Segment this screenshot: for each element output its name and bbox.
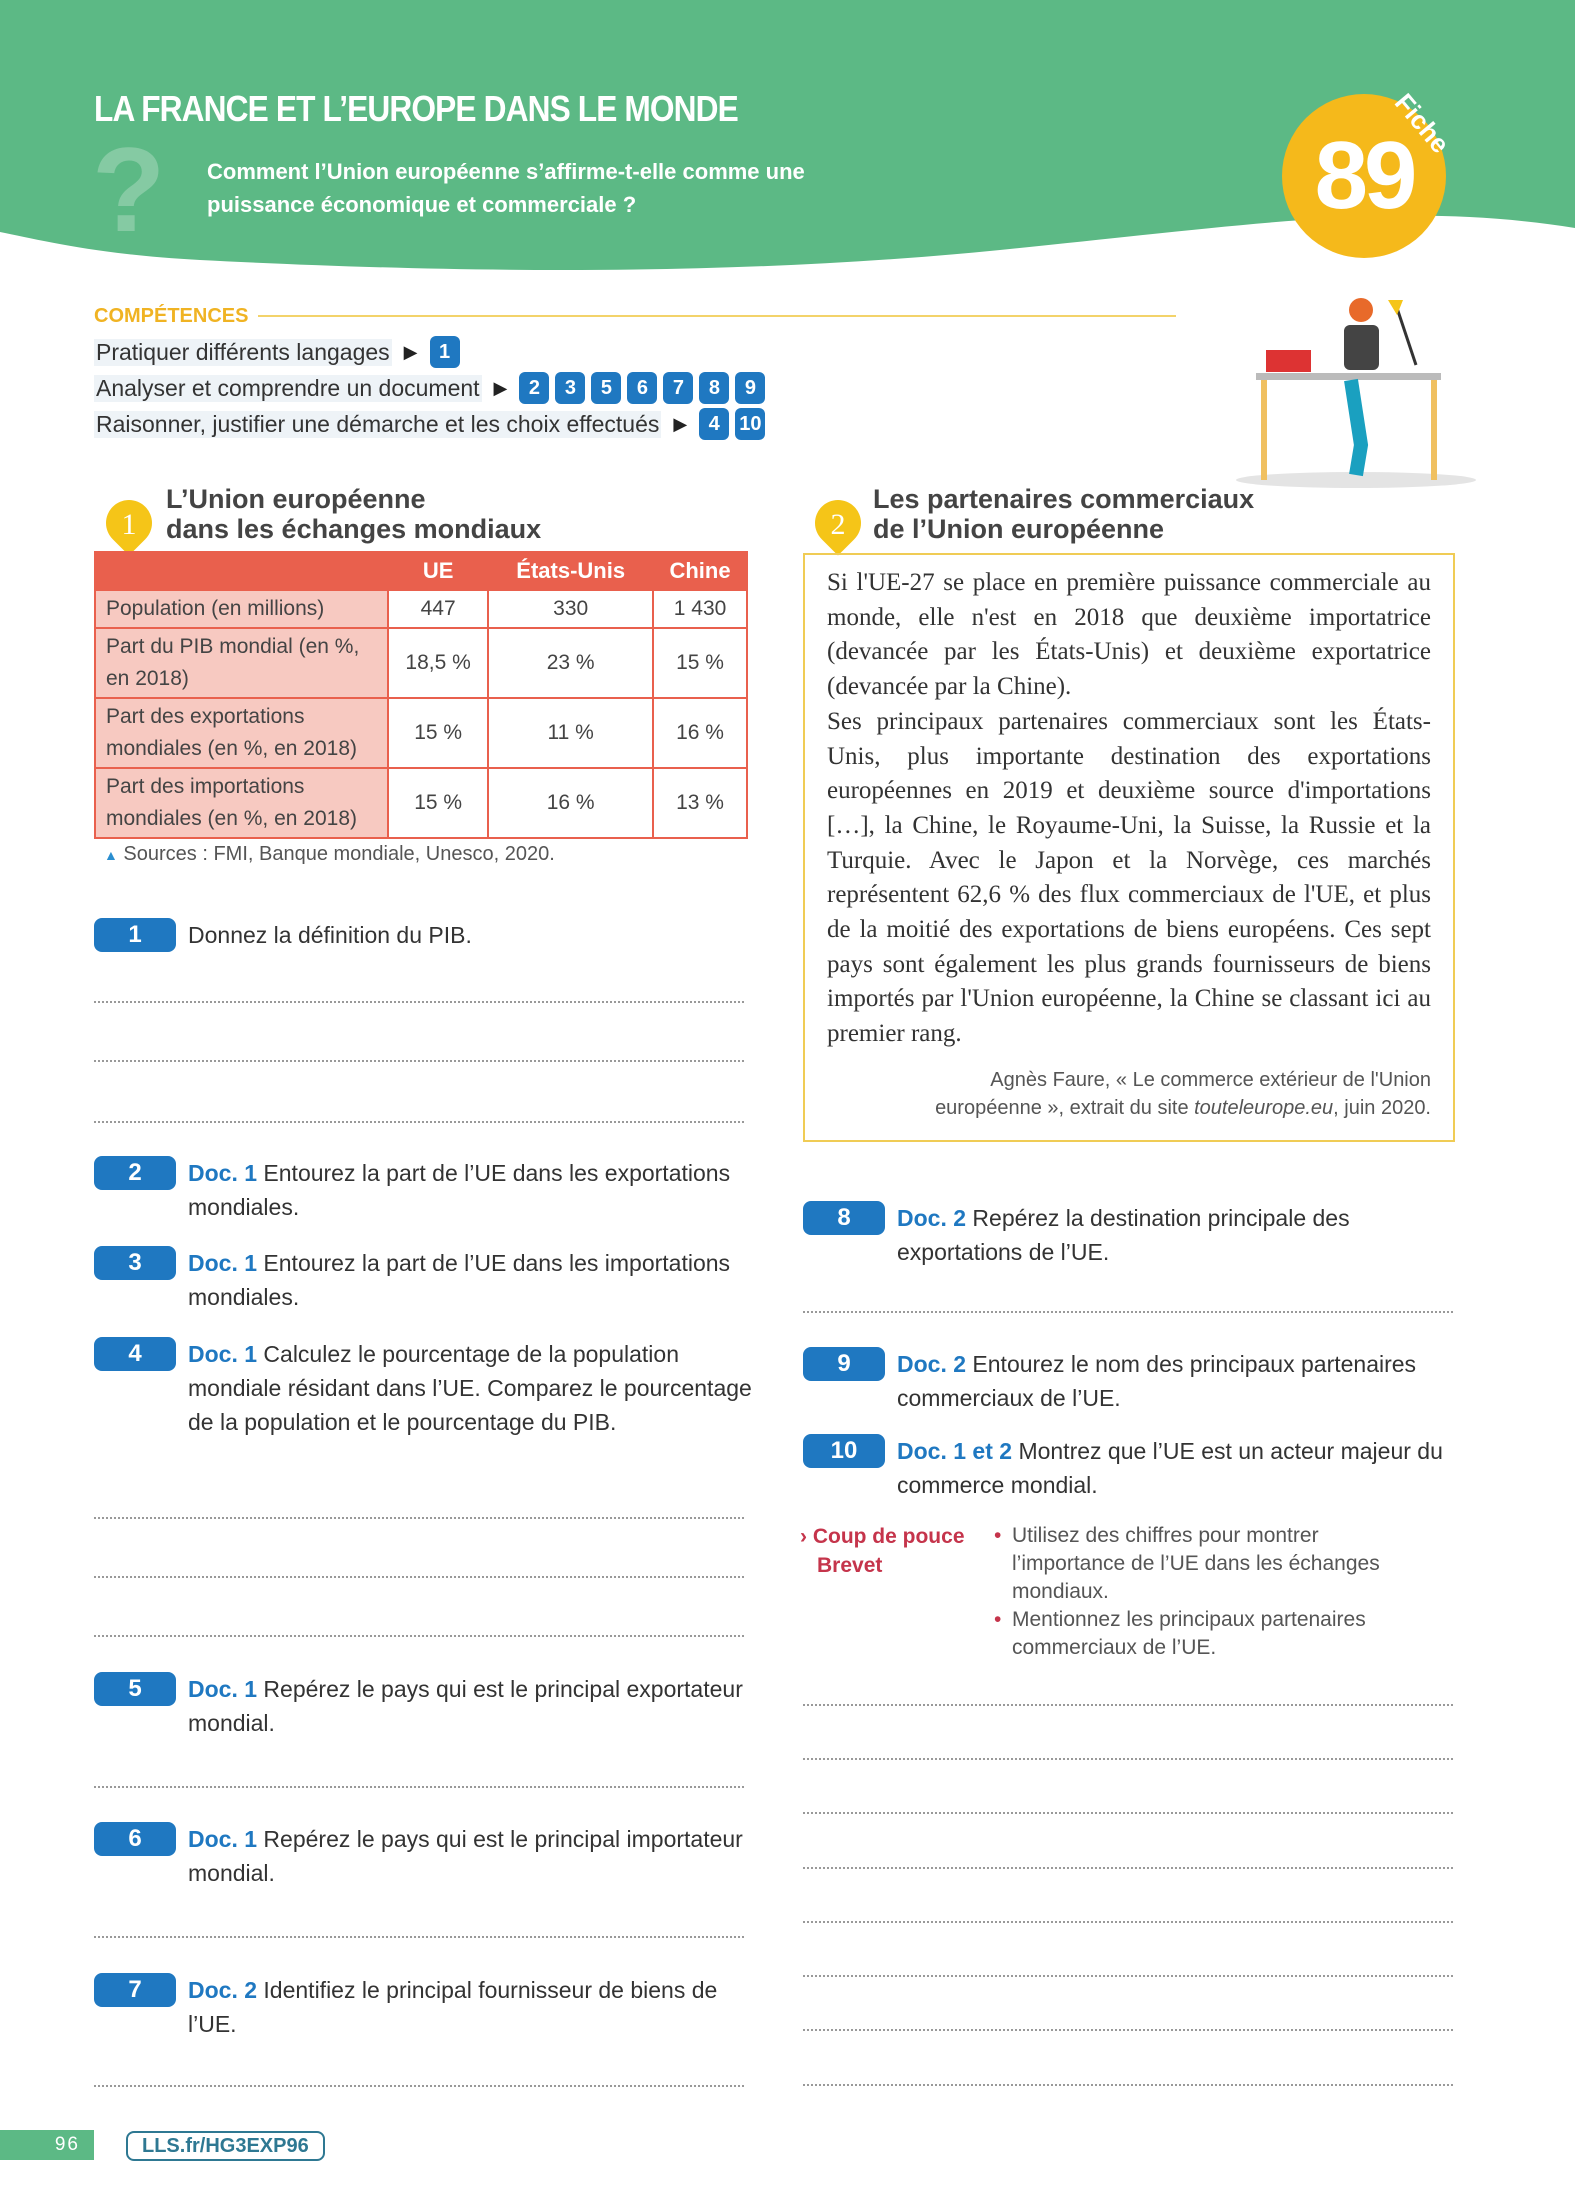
answer-line[interactable] [94, 1786, 744, 1788]
table-cell: 16 % [653, 698, 747, 768]
answer-line[interactable] [94, 1517, 744, 1519]
answer-line[interactable] [803, 1704, 1453, 1706]
chevron-right-icon: › [800, 1525, 813, 1548]
question-number-badge: 10 [803, 1434, 885, 1468]
doc-2-text [827, 566, 1431, 1052]
doc-1-title-line: L’Union européenne [166, 484, 426, 514]
question-number-badge: 3 [94, 1246, 176, 1280]
row-label: Part des exportations mondiales (en %, en 2018) [95, 698, 388, 768]
answer-line[interactable] [803, 1867, 1453, 1869]
tip-heading: Coup de pouce [812, 1525, 965, 1548]
question-ref-badge[interactable]: 6 [627, 372, 657, 404]
row-label: Part du PIB mondial (en %, en 2018) [95, 628, 388, 698]
tip-item: • Mentionnez les principaux partenaires commerciaux de l’UE. [990, 1606, 1410, 1662]
question-8 [803, 1201, 1463, 1269]
competence-label: Pratiquer différents langages [96, 338, 390, 365]
source-text: Sources : FMI, Banque mondiale, Unesco, 2020. [123, 843, 555, 865]
competence-row [94, 408, 765, 440]
doc-reference: Doc. 2 [188, 1977, 258, 2003]
question-prompt: Repérez le pays qui est le principal importateur mondial. [188, 1826, 743, 1886]
doc-2-title-line: Les partenaires commerciaux [873, 484, 1255, 514]
question-ref-badge[interactable]: 7 [663, 372, 693, 404]
table-cell: 15 % [388, 698, 488, 768]
table-header: États-Unis [488, 552, 653, 590]
answer-line[interactable] [803, 2084, 1453, 2086]
question-7 [94, 1973, 754, 2041]
doc-1-title [166, 484, 541, 544]
table-row [95, 768, 747, 838]
question-10 [803, 1434, 1463, 1502]
doc-1-title-line: dans les échanges mondiaux [166, 514, 542, 544]
question-ref-badge[interactable]: 1 [430, 336, 460, 368]
question-ref-badge[interactable]: 3 [555, 372, 585, 404]
question-number-badge: 4 [94, 1337, 176, 1371]
competences-heading: COMPÉTENCES [94, 305, 249, 327]
question-text [188, 1156, 754, 1224]
question-ref-badge[interactable]: 8 [699, 372, 729, 404]
table-cell: 16 % [488, 768, 653, 838]
answer-line[interactable] [803, 1975, 1453, 1977]
paragraph: Si l'UE-27 se place en première puissance commerciale au monde, elle n'est en 2018 que deuxième importatrice (devancée par les États-Unis) et deuxième exportatrice (devancée par la Chine). [827, 569, 1431, 701]
citation-line: européenne », extrait du site [935, 1097, 1195, 1119]
row-label: Population (en millions) [95, 590, 388, 628]
doc-2-title-line: de l’Union européenne [873, 514, 1165, 544]
table-cell: 1 430 [653, 590, 747, 628]
question-number-badge: 9 [803, 1347, 885, 1381]
tip-heading: Brevet [817, 1554, 883, 1577]
question-text [188, 1246, 754, 1314]
question-number-badge: 2 [94, 1156, 176, 1190]
question-ref-badge[interactable]: 4 [699, 408, 729, 440]
doc-2-title [873, 484, 1254, 544]
doc-reference: Doc. 1 [188, 1160, 258, 1186]
table-cell: 15 % [388, 768, 488, 838]
table-cell: 330 [488, 590, 653, 628]
table-cell: 15 % [653, 628, 747, 698]
answer-line[interactable] [803, 2029, 1453, 2031]
chapter-title: LA FRANCE ET L’EUROPE DANS LE MONDE [94, 88, 738, 129]
competence-row [94, 336, 460, 368]
table-cell: 13 % [653, 768, 747, 838]
question-number-badge: 5 [94, 1672, 176, 1706]
question-text [897, 1201, 1463, 1269]
doc-reference: Doc. 2 [897, 1351, 967, 1377]
page-number: 96 [0, 2130, 94, 2160]
question-text [188, 1337, 754, 1439]
question-prompt: Donnez la définition du PIB. [188, 922, 472, 948]
question-number-badge: 7 [94, 1973, 176, 2007]
doc-reference: Doc. 1 [188, 1250, 258, 1276]
divider [258, 315, 1176, 317]
question-1 [94, 918, 754, 952]
table-cell: 447 [388, 590, 488, 628]
question-text [188, 1672, 754, 1740]
tip-item: • Utilisez des chiffres pour montrer l’importance de l’UE dans les échanges mondiaux. [990, 1522, 1410, 1606]
question-prompt: Entourez le nom des principaux partenaires commerciaux de l’UE. [897, 1351, 1417, 1411]
doc-2-number: 2 [830, 508, 846, 541]
question-5 [94, 1672, 754, 1740]
answer-line[interactable] [94, 1635, 744, 1637]
chapter-question: Comment l’Union européenne s’affirme-t-elle comme une puissance économique et commerciale ? [207, 159, 805, 217]
answer-line[interactable] [803, 1758, 1453, 1760]
doc-1-table [94, 551, 748, 839]
doc-reference: Doc. 1 et 2 [897, 1438, 1013, 1464]
doc-reference: Doc. 2 [897, 1205, 967, 1231]
citation-site: touteleurope.eu [1194, 1097, 1334, 1119]
table-header-empty [95, 552, 388, 590]
row-label: Part des importations mondiales (en %, en 2018) [95, 768, 388, 838]
answer-line[interactable] [803, 1311, 1453, 1313]
question-text [897, 1434, 1463, 1502]
table-row [95, 698, 747, 768]
competence-label: Analyser et comprendre un document [96, 374, 480, 401]
paragraph: Ses principaux partenaires commerciaux sont les États-Unis, plus importante destination des exportations européennes en 2019 et deuxième source d'importations […], la Chine, le Royaume-Uni, la Suisse, la Russie et la Turquie. Avec le Japon et la Norvège, ces marchés représentent 62,6 % des flux commerciaux de l'UE, et plus de la moitié des exportations de biens européens. Ces sept pays sont également les plus grands fournisseurs de biens importés par l'Union européenne, la Chine se classant ici au premier rang. [827, 707, 1431, 1048]
resource-link[interactable]: LLS.fr/HG3EXP96 [126, 2131, 325, 2161]
doc-1-source [104, 843, 555, 866]
triangle-right-icon: ▶ [673, 413, 688, 434]
fiche-number-badge: 89 [1282, 94, 1446, 258]
question-prompt: Montrez que l’UE est un acteur majeur du commerce mondial. [897, 1438, 1443, 1498]
question-prompt: Calculez le pourcentage de la population mondiale résidant dans l’UE. Comparez le pourcentage de la population et le pourcentage du PIB. [188, 1341, 752, 1435]
question-number-badge: 6 [94, 1822, 176, 1856]
doc-reference: Doc. 1 [188, 1826, 258, 1852]
question-prompt: Repérez la destination principale des exportations de l’UE. [897, 1205, 1350, 1265]
question-number-badge: 1 [94, 918, 176, 952]
question-ref-badge[interactable]: 10 [735, 408, 765, 440]
question-4 [94, 1337, 754, 1439]
table-cell: 11 % [488, 698, 653, 768]
fiche-label: Fiche [1388, 87, 1456, 159]
question-prompt: Entourez la part de l’UE dans les exportations mondiales. [188, 1160, 731, 1220]
table-cell: 23 % [488, 628, 653, 698]
question-9 [803, 1347, 1463, 1415]
citation-line: Agnès Faure, « Le commerce extérieur de l'Union [990, 1069, 1431, 1091]
competence-label: Raisonner, justifier une démarche et les choix effectués [96, 410, 660, 437]
question-text [897, 1347, 1463, 1415]
question-text [188, 1822, 754, 1890]
competence-row [94, 372, 765, 404]
table-row [95, 628, 747, 698]
answer-line[interactable] [94, 1936, 744, 1938]
triangle-right-icon: ▶ [493, 377, 508, 398]
answer-line[interactable] [803, 1812, 1453, 1814]
answer-line[interactable] [94, 1576, 744, 1578]
table-cell: 18,5 % [388, 628, 488, 698]
answer-line[interactable] [94, 1060, 744, 1062]
brevet-tip [800, 1522, 1410, 1662]
question-ref-badge[interactable]: 9 [735, 372, 765, 404]
question-text [188, 918, 472, 952]
answer-line[interactable] [94, 2085, 744, 2087]
triangle-right-icon: ▶ [403, 341, 418, 362]
table-header: Chine [653, 552, 747, 590]
question-prompt: Entourez la part de l’UE dans les importations mondiales. [188, 1250, 731, 1310]
question-prompt: Identifiez le principal fournisseur de biens de l’UE. [188, 1977, 718, 2037]
doc-reference: Doc. 1 [188, 1676, 258, 1702]
question-prompt: Repérez le pays qui est le principal exportateur mondial. [188, 1676, 743, 1736]
doc-2-citation [827, 1066, 1431, 1122]
question-text [188, 1973, 754, 2041]
doc-reference: Doc. 1 [188, 1341, 258, 1367]
student-desk-illustration [1216, 295, 1476, 490]
question-2 [94, 1156, 754, 1224]
triangle-icon: ▲ [104, 847, 118, 863]
answer-line[interactable] [94, 1121, 744, 1123]
question-mark-icon: ? [92, 123, 166, 257]
question-ref-badge[interactable]: 2 [519, 372, 549, 404]
table-header: UE [388, 552, 488, 590]
table-row [95, 590, 747, 628]
question-ref-badge[interactable]: 5 [591, 372, 621, 404]
answer-line[interactable] [803, 1921, 1453, 1923]
citation-line: , juin 2020. [1333, 1097, 1431, 1119]
question-6 [94, 1822, 754, 1890]
question-number-badge: 8 [803, 1201, 885, 1235]
doc-1-number: 1 [121, 508, 137, 541]
answer-line[interactable] [94, 1001, 744, 1003]
question-3 [94, 1246, 754, 1314]
